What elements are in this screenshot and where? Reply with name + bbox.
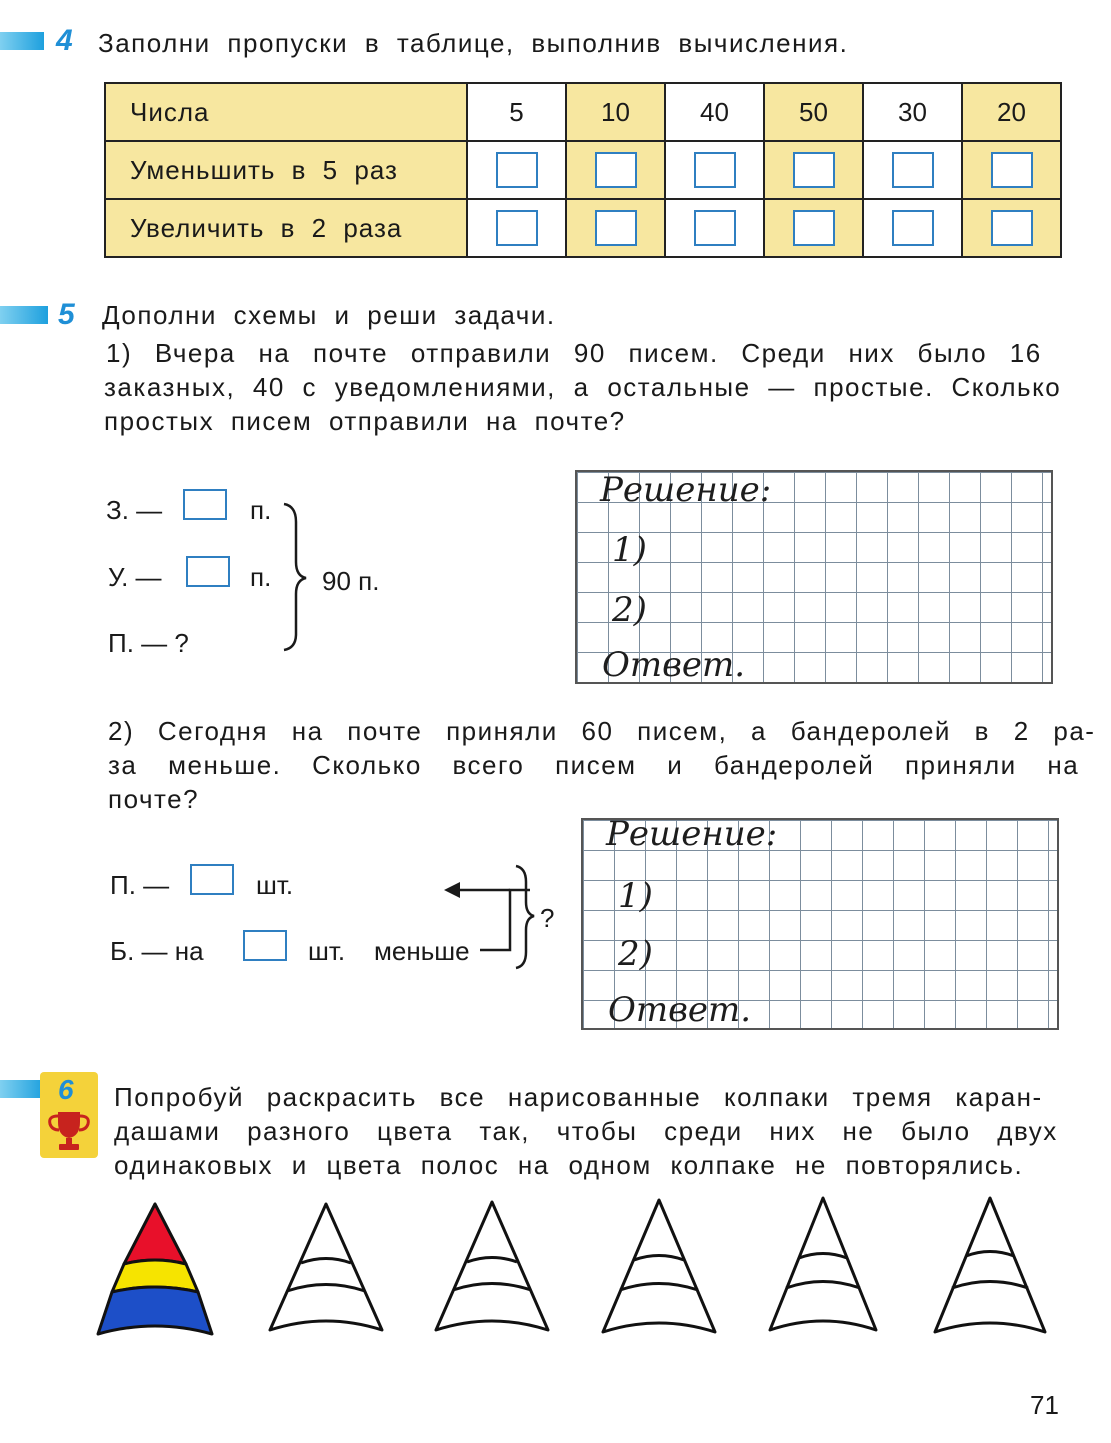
empty-cone xyxy=(436,1202,548,1330)
grid1-step2: 2) xyxy=(612,590,647,630)
answer-cell xyxy=(467,141,566,199)
answer-box[interactable] xyxy=(694,152,736,188)
answer-box[interactable] xyxy=(496,152,538,188)
cones-illustration xyxy=(0,1190,1111,1370)
scheme2-b-label: Б. — на xyxy=(110,936,204,966)
problem1-line: заказных, 40 с уведомлениями, а остальные — простые. Сколько xyxy=(104,372,1062,402)
answer-cell xyxy=(863,199,962,257)
scheme2-b-box[interactable] xyxy=(243,930,287,961)
problem2-line: почте? xyxy=(108,784,200,814)
answer-cell xyxy=(665,141,764,199)
answer-cell xyxy=(566,199,665,257)
grid1-step1: 1) xyxy=(612,530,647,570)
task6-line: одинаковых и цвета полос на одном колпаке не повторялись. xyxy=(114,1150,1024,1180)
task4-instruction: Заполни пропуски в таблице, выполнив вычисления. xyxy=(98,28,849,58)
answer-cell xyxy=(764,199,863,257)
scheme2-question: ? xyxy=(540,903,555,933)
answer-cell xyxy=(863,141,962,199)
answer-box[interactable] xyxy=(694,210,736,246)
problem1-line: 1) Вчера на почте отправили 90 писем. Среди них было 16 xyxy=(106,338,1042,368)
answer-box[interactable] xyxy=(595,210,637,246)
grid2-answer: Ответ. xyxy=(608,990,752,1030)
answer-cell xyxy=(566,141,665,199)
empty-cone xyxy=(770,1198,876,1330)
task6-marker xyxy=(0,1080,44,1098)
grid1-heading: Решение: xyxy=(600,470,772,510)
task4-marker xyxy=(0,32,44,50)
scheme2-b-unit: шт. xyxy=(308,936,346,966)
scheme1-z-unit: п. xyxy=(250,495,272,525)
scheme1-z-label: З. — xyxy=(106,495,163,525)
empty-cone xyxy=(270,1204,382,1330)
answer-cell xyxy=(665,199,764,257)
scheme1-z-box[interactable] xyxy=(183,489,227,520)
task5-marker xyxy=(0,306,48,324)
scheme2-b-less: меньше xyxy=(374,936,470,966)
table-number-cell: 30 xyxy=(863,83,962,141)
row-header-divide: Уменьшить в 5 раз xyxy=(105,141,467,199)
task5-number: 5 xyxy=(58,298,75,331)
empty-cone xyxy=(935,1198,1045,1332)
table-row-multiply xyxy=(105,199,1061,257)
scheme2-p-box[interactable] xyxy=(190,864,234,895)
task6-number: 6 xyxy=(58,1074,74,1105)
task6-line: Попробуй раскрасить все нарисованные колпаки тремя каран- xyxy=(114,1082,1043,1112)
answer-cell xyxy=(962,141,1061,199)
answer-box[interactable] xyxy=(991,210,1033,246)
table-number-cell: 50 xyxy=(764,83,863,141)
grid2-heading: Решение: xyxy=(606,814,778,854)
problem2-line: за меньше. Сколько всего писем и бандеролей приняли на xyxy=(108,750,1080,780)
table-number-cell: 5 xyxy=(467,83,566,141)
task5-instruction: Дополни схемы и реши задачи. xyxy=(102,300,556,330)
colored-sample-cone xyxy=(98,1204,212,1334)
task6-line: дашами разного цвета так, чтобы среди них не было двух xyxy=(114,1116,1058,1146)
answer-box[interactable] xyxy=(793,210,835,246)
answer-cell xyxy=(467,199,566,257)
scheme1-brace xyxy=(280,502,310,652)
answer-box[interactable] xyxy=(595,152,637,188)
grid2-step1: 1) xyxy=(618,876,653,916)
scheme1-u-label: У. — xyxy=(108,562,162,592)
answer-box[interactable] xyxy=(991,152,1033,188)
grid2-step2: 2) xyxy=(618,934,653,974)
answer-box[interactable] xyxy=(496,210,538,246)
answer-cell xyxy=(764,141,863,199)
page-number: 71 xyxy=(1030,1390,1059,1420)
scheme1-u-unit: п. xyxy=(250,562,272,592)
trophy-icon xyxy=(44,1108,94,1154)
calculation-table xyxy=(104,82,1062,258)
table-row-divide xyxy=(105,141,1061,199)
task6-badge xyxy=(40,1072,98,1158)
row-header-numbers: Числа xyxy=(105,83,467,141)
table-number-cell: 40 xyxy=(665,83,764,141)
answer-box[interactable] xyxy=(892,152,934,188)
grid1-answer: Ответ. xyxy=(602,645,746,685)
problem2-line: 2) Сегодня на почте приняли 60 писем, а бандеролей в 2 ра- xyxy=(108,716,1096,746)
scheme1-total: 90 п. xyxy=(322,566,380,596)
table-number-cell: 10 xyxy=(566,83,665,141)
row-header-multiply: Увеличить в 2 раза xyxy=(105,199,467,257)
answer-box[interactable] xyxy=(892,210,934,246)
scheme2-p-label: П. — xyxy=(110,870,170,900)
scheme1-u-box[interactable] xyxy=(186,556,230,587)
answer-box[interactable] xyxy=(793,152,835,188)
task4-number: 4 xyxy=(56,24,73,57)
scheme2-p-unit: шт. xyxy=(256,870,294,900)
scheme1-p-label: П. — ? xyxy=(108,628,189,658)
answer-cell xyxy=(962,199,1061,257)
table-number-cell: 20 xyxy=(962,83,1061,141)
empty-cone xyxy=(603,1200,715,1332)
problem1-line: простых писем отправили на почте? xyxy=(104,406,626,436)
scheme2-arrow-brace xyxy=(440,862,540,972)
table-row-numbers xyxy=(105,83,1061,141)
